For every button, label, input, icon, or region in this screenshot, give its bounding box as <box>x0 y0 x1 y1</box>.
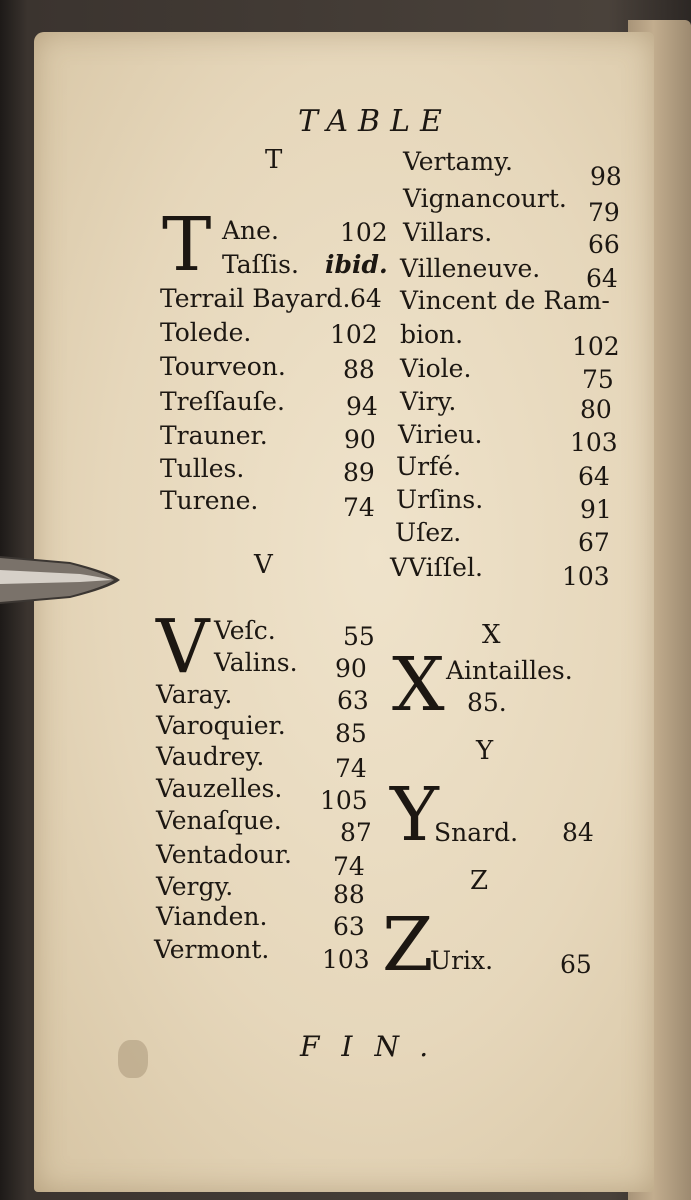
index-entry-name: Tourveon. <box>160 352 286 381</box>
index-entry-name: Vignancourt. <box>403 184 567 213</box>
dropcap-z: Z <box>382 902 434 988</box>
index-entry-page: 87 <box>340 818 372 847</box>
index-entry-page: 98 <box>590 162 622 191</box>
index-entry-page: 105 <box>320 786 368 815</box>
index-entry-name: Vertamy. <box>403 147 513 176</box>
index-entry-name: Trauner. <box>160 421 268 450</box>
index-entry-name: Taſſis. <box>222 250 299 279</box>
index-entry-page: 102 <box>330 320 378 349</box>
index-entry-name: Valins. <box>214 648 298 677</box>
index-entry-name: Villeneuve. <box>400 254 541 283</box>
index-entry-name: Tulles. <box>160 454 245 483</box>
index-entry-page: 85. <box>467 688 507 717</box>
index-entry-page: 79 <box>588 198 620 227</box>
dropcap-x: X <box>392 642 445 728</box>
index-entry-page: 84 <box>562 818 594 847</box>
index-entry-name: Vincent de Ram- <box>400 286 610 315</box>
section-letter-v: V <box>254 550 273 580</box>
index-entry-page: 74 <box>335 754 367 783</box>
index-entry-name: Snard. <box>434 818 519 847</box>
index-entry-name: bion. <box>400 320 464 349</box>
index-entry-name: Varay. <box>156 680 233 709</box>
dropcap-v: V <box>156 604 210 690</box>
page-header: TABLE <box>298 104 452 139</box>
index-entry-name: Ane. <box>222 216 279 245</box>
index-entry-name: Uſez. <box>395 518 462 547</box>
dropcap-t: T <box>162 202 212 288</box>
index-entry-page: 89 <box>343 458 375 487</box>
paper-knife-blade <box>0 548 120 612</box>
index-entry-name: Vauzelles. <box>156 774 283 803</box>
index-entry-name: Urſins. <box>396 485 484 514</box>
index-entry-name: Treſſauſe. <box>160 387 285 416</box>
index-entry-page: 74 <box>333 852 365 881</box>
index-entry-name: Terrail Bayard. <box>160 284 351 313</box>
index-entry-name: Urfé. <box>396 452 462 481</box>
index-entry-page: 103 <box>562 562 610 591</box>
section-letter-y: Y <box>476 736 494 766</box>
index-entry-page: 66 <box>588 230 620 259</box>
index-entry-name: Virieu. <box>398 420 483 449</box>
index-entry-page: 63 <box>337 686 369 715</box>
library-stamp-mark <box>118 1040 148 1078</box>
index-entry-name: Urix. <box>430 946 494 975</box>
index-entry-page: 65 <box>560 950 592 979</box>
index-entry-page: 63 <box>333 912 365 941</box>
index-entry-page: 64 <box>350 284 382 313</box>
index-entry-name: Veſc. <box>214 616 276 645</box>
index-entry-name: Vermont. <box>154 935 270 964</box>
page-footer: FIN. <box>300 1030 451 1063</box>
section-letter-t: T <box>265 145 283 175</box>
index-entry-page: 75 <box>582 365 614 394</box>
index-entry-name: Vianden. <box>156 902 268 931</box>
index-entry-name: Ventadour. <box>156 840 292 869</box>
index-entry-page: 90 <box>344 425 376 454</box>
section-letter-z: Z <box>470 866 489 896</box>
index-entry-page: 90 <box>335 654 367 683</box>
index-entry-name: Aintailles. <box>446 656 573 685</box>
index-entry-name: Varoquier. <box>156 711 286 740</box>
index-entry-name: Viole. <box>400 354 472 383</box>
index-entry-page: 102 <box>340 218 388 247</box>
section-letter-x: X <box>482 620 501 650</box>
index-entry-page: 94 <box>346 392 378 421</box>
index-entry-page: 74 <box>343 493 375 522</box>
index-entry-page: 102 <box>572 332 620 361</box>
index-entry-page: 88 <box>333 880 365 909</box>
index-entry-page: 103 <box>570 428 618 457</box>
index-entry-page: ibid. <box>325 250 388 279</box>
index-entry-page: 64 <box>578 462 610 491</box>
index-entry-name: Venaſque. <box>156 806 282 835</box>
index-entry-page: 91 <box>580 495 612 524</box>
dropcap-y: Y <box>390 772 439 858</box>
index-entry-page: 67 <box>578 528 610 557</box>
index-entry-name: Villars. <box>403 218 493 247</box>
index-entry-page: 88 <box>343 355 375 384</box>
index-entry-page: 80 <box>580 395 612 424</box>
index-entry-name: VViſſel. <box>390 553 483 582</box>
index-entry-name: Tolede. <box>160 318 252 347</box>
index-entry-page: 55 <box>343 622 375 651</box>
index-entry-name: Vaudrey. <box>156 742 265 771</box>
index-entry-page: 85 <box>335 719 367 748</box>
index-entry-name: Vergy. <box>156 872 234 901</box>
index-entry-name: Viry. <box>400 387 457 416</box>
index-entry-name: Turene. <box>160 486 259 515</box>
index-entry-page: 64 <box>586 264 618 293</box>
index-entry-page: 103 <box>322 945 370 974</box>
